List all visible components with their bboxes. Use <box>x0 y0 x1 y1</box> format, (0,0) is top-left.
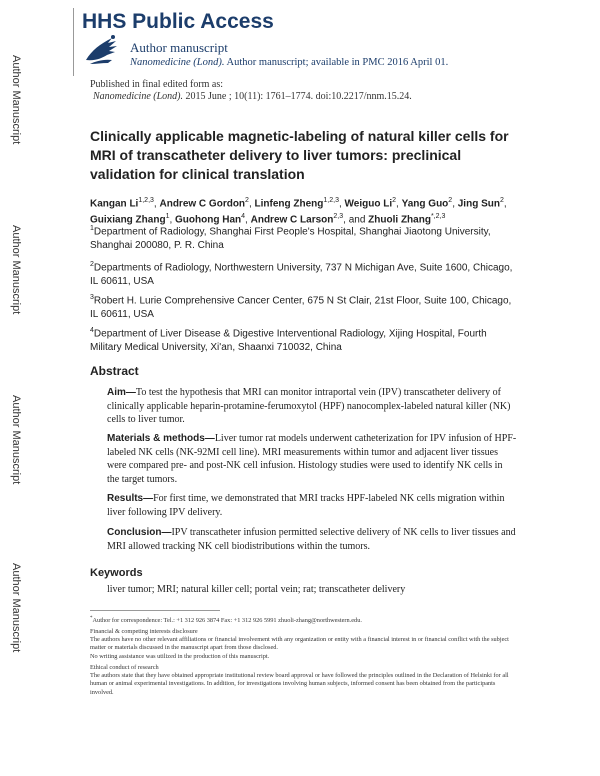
abstract-heading: Abstract <box>90 364 139 378</box>
availability-text: Author manuscript; available in PMC 2016 April 01. <box>224 57 449 68</box>
affiliation-text: Department of Liver Disease & Digestive Interventional Radiology, Xijing Hospital, Fourth Military Medical University, Xi'an, Shaanxi 710032, China <box>90 328 487 354</box>
hhs-public-access-title: HHS Public Access <box>82 10 274 33</box>
abstract-label: Results— <box>107 493 154 504</box>
author-list: Kangan Li$^{1,2,3}$, Andrew C Gordon$^2$, Linfeng Zheng$^{1,2,3}$, Weiguo Li$^2$, Yang Guo$^2$, Jing Sun$^2$, Guixiang Zhang$^1$, Guohong Han$^4$, Andrew C Larson$^{2,3}$, and Zhuoli Zhang$^{*,2,3}$ <box>90 197 507 226</box>
abstract-label: Aim— <box>107 387 136 398</box>
footnote-financial-text: The authors have no other relevant affiliations or financial involvement with any organization or entity with a financial interest in or financial conflict with the subject matter or materials discussed in the manuscript apart from those disclosed. <box>90 636 509 652</box>
availability-line <box>130 57 448 68</box>
sidebar-author-manuscript-1: Author Manuscript <box>10 55 22 145</box>
affiliation-4 <box>90 324 520 355</box>
author-affiliation: 2 <box>245 197 249 204</box>
author-affiliation: 2,3 <box>333 213 344 221</box>
footnote-divider <box>90 610 220 611</box>
affiliation-text: Robert H. Lurie Comprehensive Cancer Center, 675 N St Clair, 21st Floor, Suite 100, Chicago, IL 60611, USA <box>90 295 512 321</box>
article-title: Clinically applicable magnetic-labeling of natural killer cells for MRI of transcatheter delivery to liver tumors: preclinical validation for clinical translation <box>90 128 509 182</box>
sidebar-author-manuscript-4: Author Manuscript <box>10 563 22 653</box>
footnote-ethics-heading: Ethical conduct of research <box>90 664 159 671</box>
published-label: Published in final edited form as: <box>90 79 224 90</box>
abstract-label: Conclusion— <box>107 527 172 538</box>
author: Andrew C Larson <box>250 214 334 226</box>
footnote-correspondence: *Author for correspondence: Tel.: +1 312 926 3874 Fax: +1 312 926 5991 zhuoli-zhang@northwestern.edu. <box>90 616 362 625</box>
author: Guohong Han <box>175 214 242 226</box>
header-divider <box>73 8 74 76</box>
author-affiliation: 2 <box>392 197 397 204</box>
footnote-writing: No writing assistance was utilized in the production of this manuscript. <box>90 653 270 660</box>
author-affiliation: 1,2,3 <box>138 197 154 204</box>
abstract-aim <box>107 386 517 427</box>
author: Guixiang Zhang <box>90 214 166 226</box>
affiliation-number: 1 <box>90 225 94 232</box>
citation <box>93 91 412 102</box>
footnote-ethics-text: The authors state that they have obtained appropriate institutional review board approval or have followed the principles outlined in the Declaration of Helsinki for all human or animal experimental investigations. In addition, for investigations involving human subjects, informed consent has been obtained from the participants involved. <box>90 672 509 696</box>
footnote-financial-heading: Financial & competing interests disclosure <box>90 628 198 635</box>
abstract-text: For first time, we demonstrated that MRI tracks HPF-labeled NK cells migration within liver following IPV delivery. <box>107 493 505 518</box>
author: Jing Sun <box>457 198 500 210</box>
affiliation-number: 3 <box>90 294 94 301</box>
abstract-methods <box>107 432 517 486</box>
affiliation-2 <box>90 258 520 289</box>
author-affiliation: 2 <box>448 197 453 204</box>
affiliation-number: 4 <box>90 327 94 334</box>
affiliation-1 <box>90 222 520 253</box>
affiliation-text: Departments of Radiology, Northwestern University, 737 N Michigan Ave, Suite 1600, Chicago, IL 60611, USA <box>90 262 513 288</box>
author: Zhuoli Zhang <box>368 214 431 226</box>
sidebar-author-manuscript-2: Author Manuscript <box>10 225 22 315</box>
citation-details: 2015 June ; 10(11): 1761–1774. doi:10.2217/nnm.15.24. <box>183 91 412 102</box>
abstract-text: IPV transcatheter infusion permitted selective delivery of NK cells to liver tissues and MRI allowed tracking NK cell biodistributions within the tumors. <box>107 527 516 552</box>
affiliation-3 <box>90 291 520 322</box>
affiliation-number: 2 <box>90 261 94 268</box>
abstract-text: Liver tumor rat models underwent catheterization for IPV infusion of HPF-labeled NK cells (NK-92MI cell line). MRI measurements within tumor and adjacent liver tissues were compared pre- and post-NK cell infusion. Histology studies were used to identify NK cells in the target tumors. <box>107 433 517 485</box>
journal-name: Nanomedicine (Lond). <box>130 57 225 68</box>
author-manuscript-subtitle: Author manuscript <box>130 40 228 55</box>
author-affiliation: 4 <box>241 213 246 221</box>
author-affiliation: 2 <box>499 197 504 204</box>
author-affiliation: 1,2,3 <box>323 197 339 204</box>
author-affiliation: 1 <box>165 213 170 221</box>
author: Andrew C Gordon <box>159 198 246 210</box>
affiliation-text: Department of Radiology, Shanghai First People's Hospital, Shanghai Jiaotong University, Shanghai 200080, P. R. China <box>90 226 491 252</box>
author: Yang Guo <box>401 198 449 210</box>
author-affiliation: *,2,3 <box>430 213 446 221</box>
sidebar-author-manuscript-3: Author Manuscript <box>10 395 22 485</box>
abstract-conclusion <box>107 526 517 553</box>
abstract-results <box>107 492 517 519</box>
keywords: liver tumor; MRI; natural killer cell; portal vein; rat; transcatheter delivery <box>107 584 406 595</box>
abstract-text: To test the hypothesis that MRI can monitor intraportal vein (IPV) transcatheter delivery of clinically applicable heparin-protamine-ferumoxytol (HPF) nanocomplex-labeled natural killer (NK) cells to liver tumor. <box>107 387 511 425</box>
author: Linfeng Zheng <box>254 198 324 210</box>
abstract-label: Materials & methods— <box>107 433 215 444</box>
author: Kangan Li <box>90 198 139 210</box>
correspondence-text: Author for correspondence: Tel.: +1 312 926 3874 Fax: +1 312 926 5991 zhuoli-zhang@northwestern.edu. <box>92 617 362 625</box>
citation-journal: Nanomedicine (Lond). <box>93 91 183 102</box>
author: Weiguo Li <box>344 198 393 210</box>
hhs-eagle-logo-icon <box>82 30 122 70</box>
keywords-heading: Keywords <box>90 567 143 579</box>
